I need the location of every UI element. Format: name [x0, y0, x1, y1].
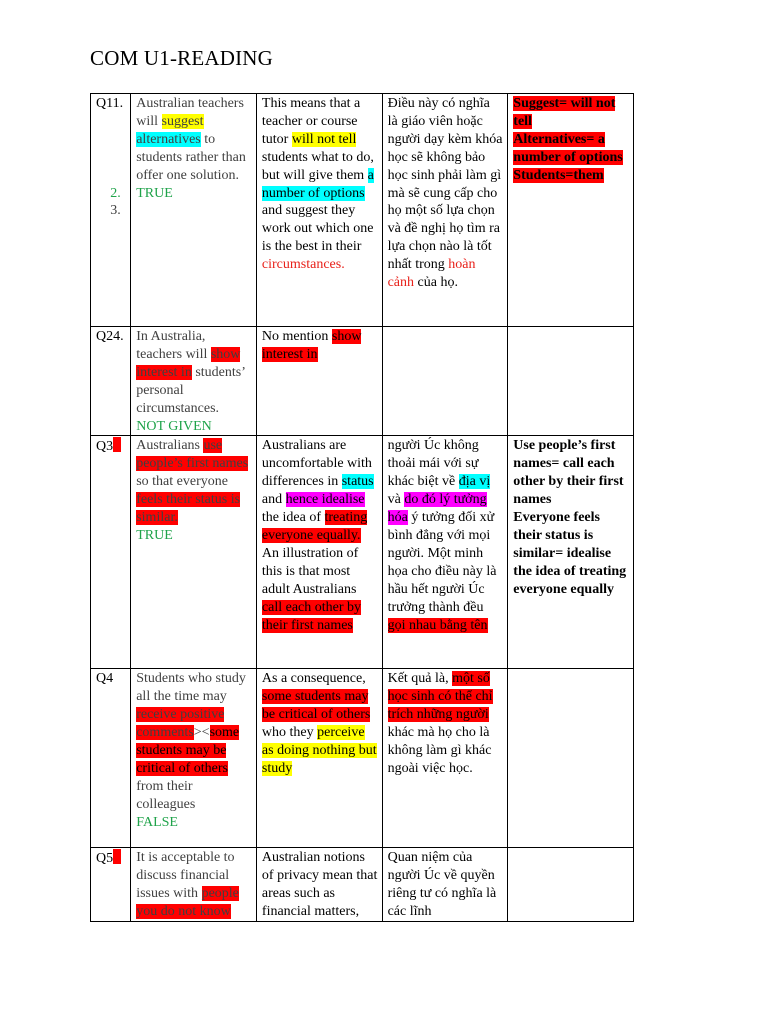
highlight-yellow: perceive as doing nothing but study: [261, 725, 377, 776]
statement-text: students’ personal circumstances.: [136, 364, 245, 416]
statement-text: from their colleagues: [136, 778, 196, 812]
translation-text: ý tưởng đối xử bình đẳng với mọi người. Một minh họa cho điều này là hầu hết người Úc trưởng thành đều: [387, 510, 497, 615]
statement-cell: [131, 327, 257, 436]
red-text: hoàn cảnh: [387, 257, 476, 291]
statement-text: Australian teachers will: [136, 96, 244, 129]
passage-text: the idea of: [261, 510, 325, 526]
list-marker-3: 3.: [110, 203, 121, 219]
notes-cell: [508, 848, 634, 922]
notes-cell: [508, 669, 634, 848]
english-passage-cell: [256, 94, 382, 327]
notes-cell: [508, 436, 634, 669]
document-title: COM U1-READING: [90, 46, 274, 70]
highlight-red: call each other by their first names: [261, 599, 362, 633]
red-mark: [113, 437, 121, 452]
highlight-yellow: suggest: [161, 113, 204, 129]
highlight-yellow: will not tell: [291, 131, 357, 147]
verdict-label: TRUE: [136, 527, 173, 543]
list-marker-2: 2.: [110, 185, 121, 201]
statement-text: so that everyone: [136, 474, 228, 490]
vietnamese-translation-cell: [382, 436, 508, 669]
passage-text: students what to do, but will give them: [261, 149, 374, 183]
vietnamese-translation-cell: [382, 669, 508, 848]
verdict-label: TRUE: [136, 185, 173, 201]
highlight-cyan: địa vị: [458, 474, 491, 490]
table-row: [91, 327, 634, 436]
highlight-cyan: status: [341, 474, 374, 490]
passage-text: and suggest they work out which one is the best in their: [261, 203, 374, 255]
question-number: Q5: [96, 851, 114, 867]
highlight-red: some students may be critical of others: [261, 689, 371, 723]
note-text: Everyone feels their status is similar= idealise the idea of treating everyone equally: [513, 510, 627, 597]
translation-text: Quan niệm của người Úc về quyền riêng tư có nghĩa là các lĩnh: [387, 850, 497, 920]
passage-text: who they: [261, 725, 318, 741]
translation-text: của họ.: [414, 275, 458, 291]
highlight-cyan: a number of options: [261, 167, 374, 201]
passage-text: No mention: [261, 329, 332, 344]
statement-text: Australians: [136, 438, 200, 454]
question-number: Q11.: [96, 96, 124, 111]
statement-cell: [131, 669, 257, 848]
translation-text: khác mà họ cho là không làm gì khác ngoài việc học.: [387, 725, 492, 776]
question-number-cell: [91, 327, 131, 436]
highlight-red: people you do not know: [136, 886, 239, 920]
highlight-magenta: do đó lý tưởng hóa: [387, 492, 487, 526]
highlight-red: gọi nhau bằng tên: [387, 617, 488, 633]
notes-cell: [508, 327, 634, 436]
notes-cell: [508, 94, 634, 327]
table-row: [91, 436, 634, 669]
highlight-red: treating everyone equally.: [261, 510, 368, 543]
highlight-red: show interest in: [261, 329, 362, 362]
english-passage-cell: [256, 669, 382, 848]
table-row: [91, 94, 634, 327]
red-text: circumstances.: [261, 257, 345, 273]
question-number: Q4: [96, 671, 114, 687]
question-number: Q24.: [96, 329, 124, 344]
passage-text: Australian notions of privacy mean that areas such as financial matters,: [261, 850, 378, 920]
red-mark: [113, 849, 121, 864]
reading-table: [90, 93, 634, 922]
highlight-red: feels their status is similar.: [136, 492, 241, 526]
verdict-label: FALSE: [136, 814, 178, 830]
passage-text: Australians are uncomfortable with differences in: [261, 438, 372, 490]
highlight-red: một số học sinh có thể chỉ trích những người: [387, 671, 493, 723]
english-passage-cell: [256, 327, 382, 436]
english-passage-cell: [256, 436, 382, 669]
passage-text: As a consequence,: [261, 671, 366, 687]
highlight-cyan: alternatives: [136, 131, 201, 147]
translation-text: và: [387, 492, 405, 508]
highlight-magenta: hence idealise: [285, 492, 365, 508]
statement-text: ><: [193, 725, 210, 741]
statement-text: It is acceptable to discuss financial issues with: [136, 850, 235, 902]
note-highlight-red: Students=them: [513, 167, 604, 183]
verdict-label: NOT GIVEN: [136, 418, 212, 434]
translation-text: Kết quả là,: [387, 671, 453, 687]
note-highlight-red: Suggest= will not tell: [513, 96, 616, 129]
note-text: Use people’s first names= call each other by their first names: [513, 438, 624, 508]
english-passage-cell: [256, 848, 382, 922]
statement-text: Students who study all the time may: [136, 671, 246, 705]
passage-text: An illustration of this is that most adult Australians: [261, 545, 359, 597]
table-row: [91, 669, 634, 848]
passage-text: and: [261, 492, 286, 508]
statement-text: In Australia, teachers will: [136, 329, 211, 362]
table-row: [91, 848, 634, 922]
translation-text: người Úc không thoải mái với sự khác biệt về: [387, 438, 479, 490]
highlight-red: receive positive comments: [136, 707, 225, 741]
question-number-cell: [91, 669, 131, 848]
vietnamese-translation-cell: [382, 327, 508, 436]
passage-text: This means that a teacher or course tutor: [261, 96, 361, 147]
highlight-red: use people’s first names: [136, 438, 249, 472]
highlight-red: show interest in: [136, 346, 241, 380]
question-number-cell: [91, 436, 131, 669]
note-highlight-red: Alternatives= a number of options: [513, 131, 623, 165]
question-number: Q3: [96, 439, 114, 455]
statement-text: to students rather than offer one solution.: [136, 131, 246, 183]
translation-text: Điều này có nghĩa là giáo viên hoặc người dạy kèm khóa học sẽ không bảo học sinh phải làm gì mà sẽ cung cấp cho họ một số lựa chọn và đề nghị họ tìm ra lựa chọn nào là tốt nhất trong: [387, 96, 503, 273]
highlight-red: some students may be critical of others: [136, 725, 240, 776]
statement-cell: [131, 436, 257, 669]
vietnamese-translation-cell: [382, 94, 508, 327]
question-number-cell: [91, 848, 131, 922]
statement-cell: [131, 848, 257, 922]
vietnamese-translation-cell: [382, 848, 508, 922]
